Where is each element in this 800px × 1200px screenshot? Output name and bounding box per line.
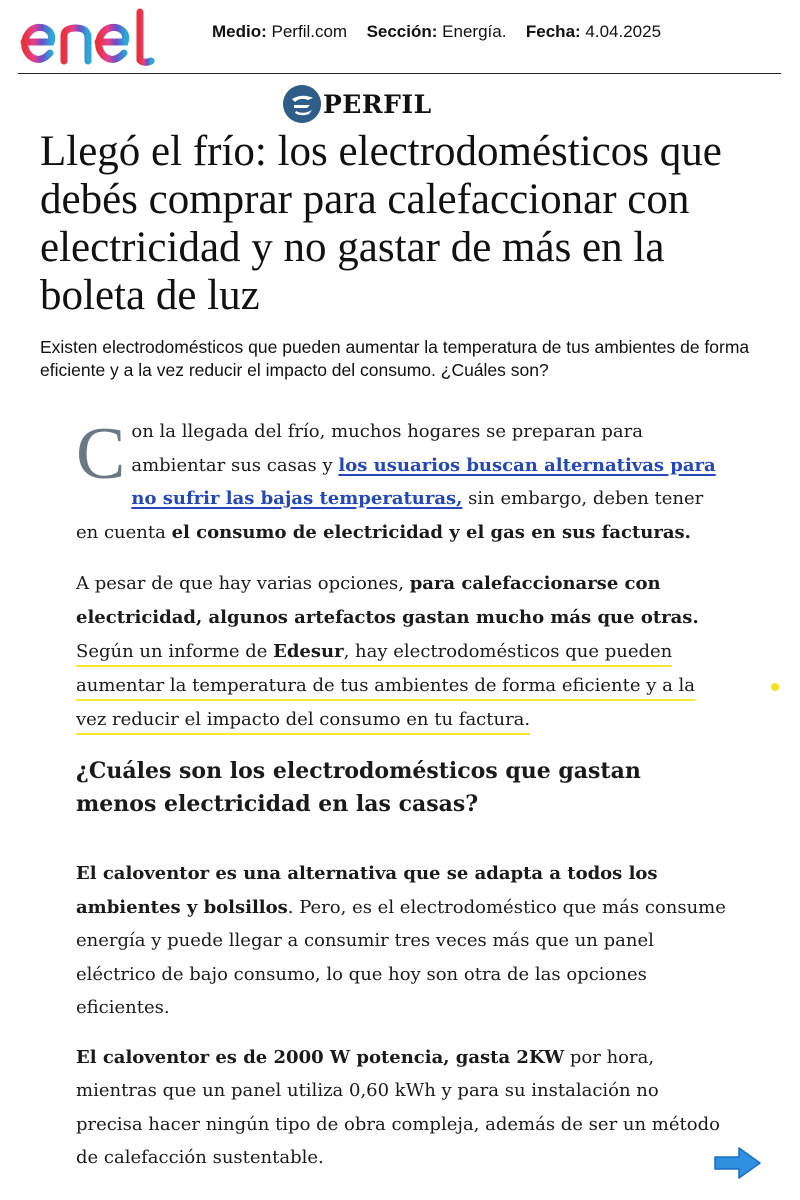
publication-name: PERFIL [323,89,432,119]
enel-logo [18,8,170,68]
article-subtitle: Existen electrodomésticos que pueden aumentar la temperatura de tus ambientes de forma eficiente y a la vez reducir el impacto del consumo. ¿Cuáles son? [40,337,750,380]
seccion-value: Energía. [442,22,507,41]
highlight-marker-dot [771,683,779,691]
paragraph-2-bold: para calefaccionarse con electricidad, algunos artefactos gastan mucho más que otras. [76,573,699,628]
paragraph-2-text-2: Según un informe de [76,641,274,662]
next-arrow-icon[interactable] [711,1145,763,1181]
article-link[interactable]: los usuarios buscan alternativas para no sufrir las bajas temperaturas, [131,454,716,509]
article-body [76,415,726,1175]
perfil-logo-icon [283,85,321,123]
medio-label: Medio: [212,22,267,41]
paragraph-4-text: por hora, mientras que un panel utiliza 0,60 kWh y para su instalación no precisa hacer ningún tipo de obra compleja, además de ser un método de calefacción sustentable. [76,1046,720,1168]
paragraph-2-text-3: , hay electrodomésticos que pueden aumentar la temperatura de tus ambientes de forma eficiente y a la vez reducir el impacto del consumo en tu factura. [76,641,696,730]
paragraph-3-text: . Pero, es el electrodoméstico que más consume energía y puede llegar a consumir tres veces más que un panel eléctrico de bajo consumo, lo que hoy son otra de las opciones eficientes. [76,896,726,1018]
section-heading: ¿Cuáles son los electrodomésticos que gastan menos electricidad en las casas? [76,758,641,817]
medio-value: Perfil.com [271,22,348,41]
paragraph-1-text-2: sin embargo, deben tener en cuenta [76,488,704,543]
paragraph-3-bold: El caloventor es una alternativa que se adapta a todos los ambientes y bolsillos [76,863,658,918]
paragraph-4-bold: El caloventor es de 2000 W potencia, gasta 2KW [76,1046,565,1068]
fecha-value: 4.04.2025 [585,22,662,41]
drop-cap: C [76,413,126,495]
paragraph-1-text: on la llegada del frío, muchos hogares se preparan para ambientar sus casas y [131,421,643,476]
highlighted-passage [76,641,695,735]
article-metadata [212,22,661,42]
fecha-label: Fecha: [525,22,581,41]
seccion-label: Sección: [366,22,438,41]
paragraph-1-bold: el consumo de electricidad y el gas en sus facturas. [171,521,691,543]
header-divider [18,73,781,74]
publication-logo [283,84,432,124]
paragraph-2 [76,567,726,737]
paragraph-2-text: A pesar de que hay varias opciones, [76,573,410,594]
article-title: Llegó el frío: los electrodomésticos que debés comprar para calefaccionar con electricidad y no gastar de más en la boleta de luz [40,128,722,319]
edesur-mention: Edesur [273,641,344,662]
paragraph-1 [76,415,726,549]
paragraph-4 [76,1041,726,1175]
paragraph-3 [76,857,726,1025]
